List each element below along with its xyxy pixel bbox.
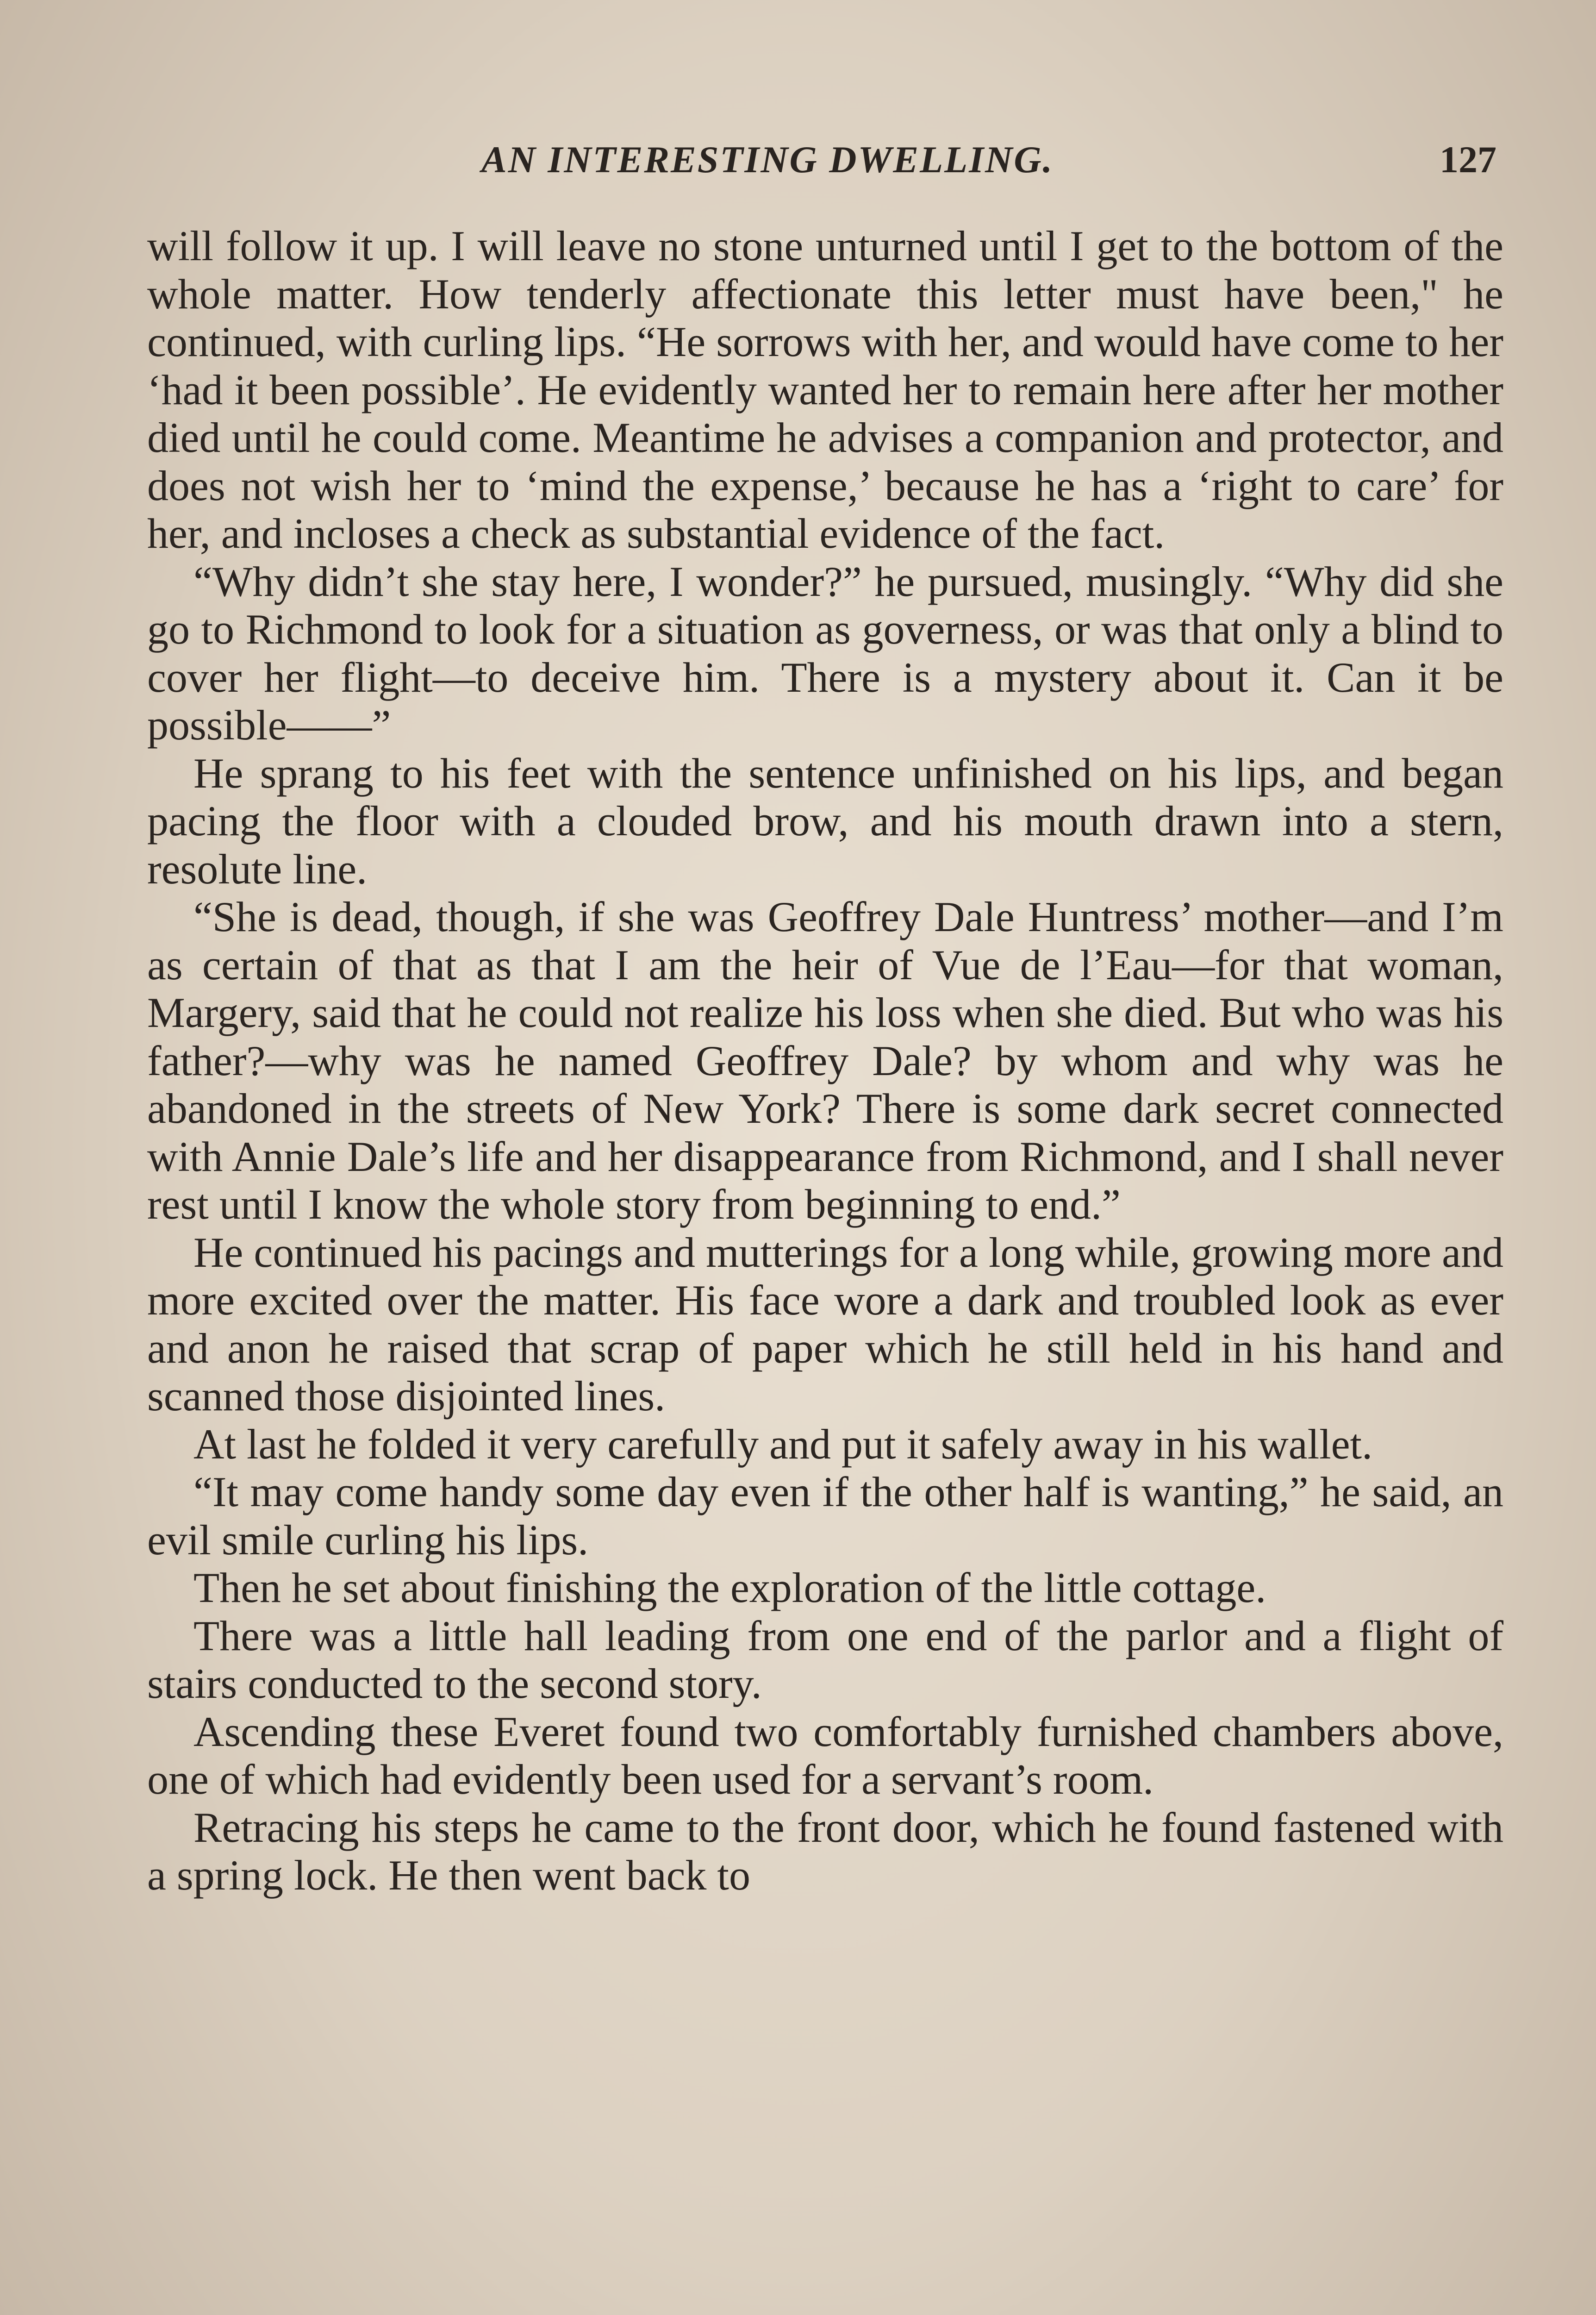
paragraph: “It may come handy some day even if the other half is wanting,” he said, an evil smile curling his lips. [147,1468,1503,1564]
paragraph-continued: will follow it up. I will leave no stone unturned until I get to the bottom of the whole matter. How tenderly affectionate this letter must have been," he continued, with curling lips. “He sorrows with her, and would have come to her ‘had it been possible’. He evidently wanted her to remain here after her mother died until he could come. Meantime he advises a companion and protector, and does not wish her to ‘mind the expense,’ because he has a ‘right to care’ for her, and incloses a check as substantial evidence of the fact. [147,222,1503,557]
paragraph: Then he set about finishing the exploration of the little cottage. [193,1564,1266,1611]
running-head [0,134,1596,185]
body-text [147,222,1503,1900]
paragraph: He continued his pacings and mutterings for a long while, growing more and more excited over the matter. His face wore a dark and troubled look as ever and anon he raised that scrap of paper which he still held in his hand and scanned those disjointed lines. [147,1228,1503,1420]
paragraph: Ascending these Everet found two comfortably furnished chambers above, one of which had evidently been used for a servant’s room. [147,1708,1503,1803]
running-title: AN INTERESTING DWELLING. [481,138,1054,181]
paragraph: There was a little hall leading from one end of the parlor and a flight of stairs conducted to the second story. [147,1612,1503,1707]
paragraph: He sprang to his feet with the sentence unfinished on his lips, and began pacing the floor with a clouded brow, and his mouth drawn into a stern, resolute line. [147,749,1503,893]
paragraph: “Why didn’t she stay here, I wonder?” he pursued, musingly. “Why did she go to Richmond to look for a situation as governess, or was that only a blind to cover her flight—to deceive him. There is a mystery about it. Can it be possible——” [147,557,1503,749]
paragraph: “She is dead, though, if she was Geoffrey Dale Huntress’ mother—and I’m as certain of that as that I am the heir of Vue de l’Eau—for that woman, Margery, said that he could not realize his loss when she died. But who was his father?—why was he named Geoffrey Dale? by whom and why was he abandoned in the streets of New York? There is some dark secret connected with Annie Dale’s life and her disappearance from Richmond, and I shall never rest until I know the whole story from beginning to end.” [147,893,1503,1228]
paragraph: Retracing his steps he came to the front door, which he found fastened with a spring lock. He then went back to [147,1803,1503,1899]
page-number: 127 [1440,138,1496,181]
paragraph: At last he folded it very carefully and put it safely away in his wallet. [193,1420,1373,1468]
